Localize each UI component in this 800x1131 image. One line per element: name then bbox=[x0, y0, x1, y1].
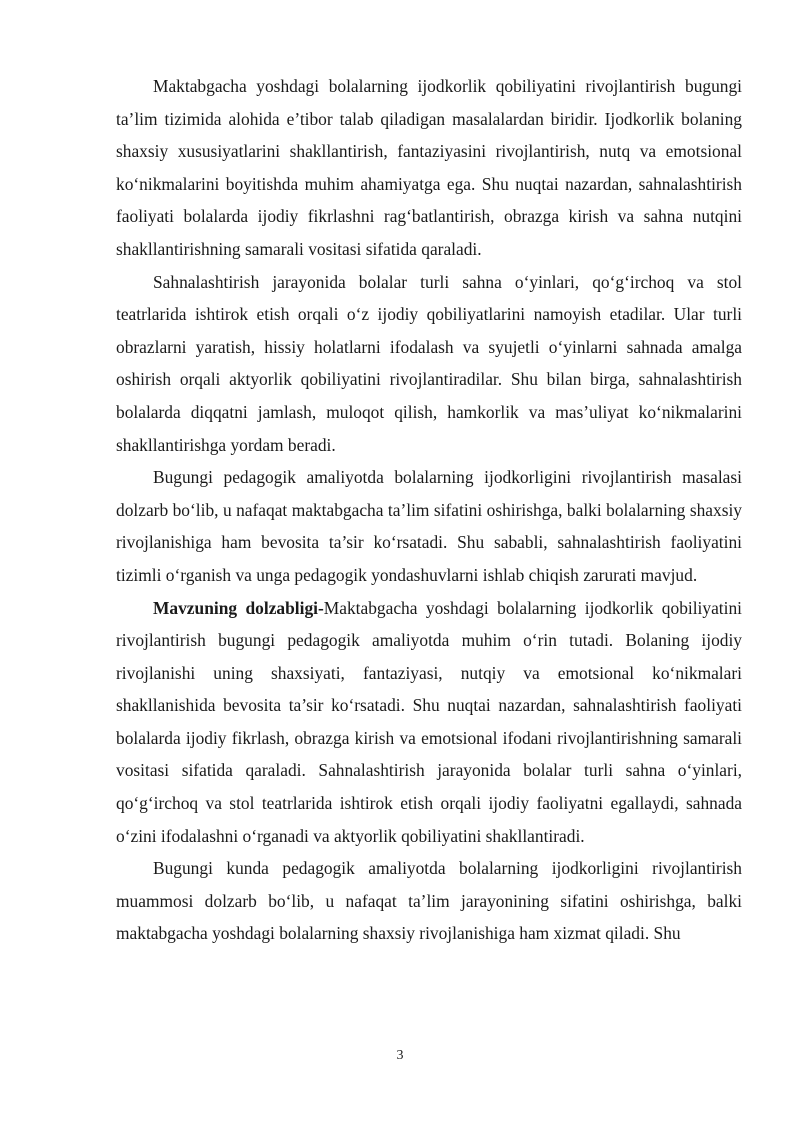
paragraph-text: Bugungi kunda pedagogik amaliyotda bolalarning ijodkorligini rivojlantirish muammosi dolzarb bo‘lib, u nafaqat ta’lim jarayonining sifatini oshirishga, balki maktabgacha yoshdagi bolalarning shaxsiy rivojlanishiga ham xizmat qiladi. Shu bbox=[116, 858, 742, 944]
paragraph-pedagogical-practice bbox=[116, 461, 742, 591]
page-number: 3 bbox=[396, 1048, 404, 1063]
paragraph-staging-process bbox=[116, 266, 742, 462]
paragraph-text: Maktabgacha yoshdagi bolalarning ijodkorlik qobiliyatini rivojlantirish bugungi ta’lim tizimida alohida e’tibor talab qiladigan masalalardan biridir. Ijodkorlik bolaning shaxsiy xususiyatlarini shakllantirish, fantaziyasini rivojlantirish, nutq va emotsional ko‘nikmalarini boyitishda muhim ahamiyatga ega. Shu nuqtai nazardan, sahnalashtirish faoliyati bolalarda ijodiy fikrlashni rag‘batlantirish, obrazga kirish va sahna nutqini shakllantirishning samarali vositasi sifatida qaraladi. bbox=[116, 76, 742, 259]
paragraph-intro bbox=[116, 70, 742, 266]
document-body bbox=[116, 70, 742, 950]
paragraph-topic-relevance bbox=[116, 592, 742, 853]
paragraph-current-problem bbox=[116, 852, 742, 950]
paragraph-text: Maktabgacha yoshdagi bolalarning ijodkorlik qobiliyatini rivojlantirish bugungi pedagogik amaliyotda muhim o‘rin tutadi. Bolaning ijodiy rivojlanishi uning shaxsiyati, fantaziyasi, nutqiy va emotsional ko‘nikmalari shakllanishida bevosita ta’sir ko‘rsatadi. Shu nuqtai nazardan, sahnalashtirish faoliyati bolalarda ijodiy fikrlash, obrazga kirish va emotsional ifodani rivojlantirishning samarali vositasi sifatida qaraladi. Sahnalashtirish jarayonida bolalar turli sahna o‘yinlari, qo‘g‘irchoq va stol teatrlarida ishtirok etish orqali ijodiy faoliyatni egallaydi, sahnada o‘zini ifodalashni o‘rganadi va aktyorlik qobiliyatini shakllantiradi. bbox=[116, 597, 742, 846]
paragraph-text: Bugungi pedagogik amaliyotda bolalarning ijodkorligini rivojlantirish masalasi dolzarb bo‘lib, u nafaqat maktabgacha ta’lim sifatini oshirishga, balki bolalarning shaxsiy rivojlanishiga ham bevosita ta’sir ko‘rsatadi. Shu sababli, sahnalashtirish faoliyatini tizimli o‘rganish va unga pedagogik yondashuvlarni ishlab chiqish zarurati mavjud. bbox=[116, 467, 742, 585]
topic-relevance-heading: Mavzuning dolzabligi- bbox=[153, 597, 324, 618]
paragraph-text: Sahnalashtirish jarayonida bolalar turli sahna o‘yinlari, qo‘g‘irchoq va stol teatrlarida ishtirok etish orqali o‘z ijodiy qobiliyatlarini namoyish etadilar. Ular turli obrazlarni yaratish, hissiy holatlarni ifodalash va syujetli o‘yinlarni sahnada amalga oshirish orqali aktyorlik qobiliyatini rivojlantiradilar. Shu bilan birga, sahnalashtirish bolalarda diqqatni jamlash, muloqot qilish, hamkorlik va mas’uliyat ko‘nikmalarini shakllantirishga yordam beradi. bbox=[116, 271, 742, 455]
